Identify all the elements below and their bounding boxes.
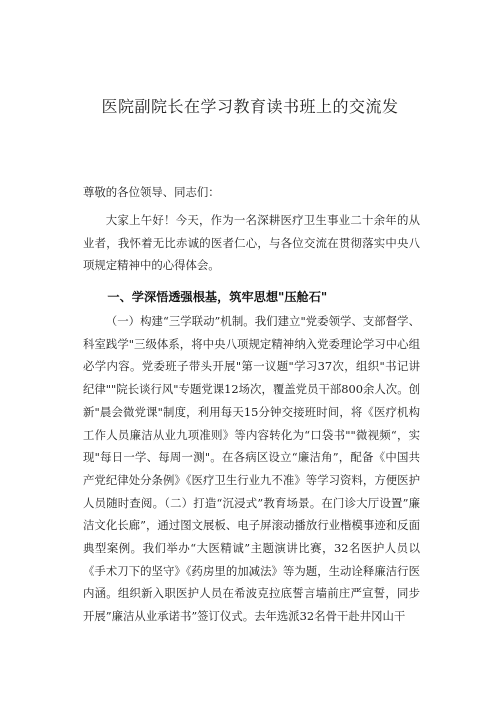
section-heading-1: 一、学深悟透强根基，筑牢思想"压舱石" — [107, 290, 328, 304]
section-body-1: （一）构建“三学联动”机制。我们建立"党委领学、支部督学、科室践学"三级体系，将中央八项规定精神纳入党委理论学习中心组必学内容。党委班子带头开展"第一议题"学习37次，组织"书记讲纪律""院长谈行风"专题党课12场次，覆盖党员干部800余人次。创新"晨会微党课"制度，利用每天15分钟交接班时间，将《医疗机构工作人员廉洁从业九项准则》等内容转化为“口袋书""微视频“，实现"每日一学、每周一测"。在各病区设立“廉洁角”，配备《中国共产党纪律处分条例》《医疗卫生行业九不准》等学习资料，方便医护人员随时查阅。（二）打造“沉浸式”教育场景。在门诊大厅设置”廉洁文化长廊”，通过图文展板、电子屏滚动播放行业楷模事迹和反面典型案例。我们举办“大医精诚”主题演讲比赛，32名医护人员以《手术刀下的坚守》《药房里的加减法》等为题，生动诠释廉洁行医内涵。组织新入职医护人员在希波克拉底誓言墙前庄严宣誓，同步开展”廉洁从业承诺书”签订仪式。去年选派32名骨干赴井冈山干 — [83, 314, 420, 624]
document-title: 医院副院长在学习教育读书班上的交流发 — [101, 97, 399, 116]
salutation: 尊敬的各位领导、同志们： — [83, 185, 220, 199]
intro-paragraph: 大家上午好！今天，作为一名深耕医疗卫生事业二十余年的从业者，我怀着无比赤诚的医者仁心，与各位交流在贯彻落实中央八项规定精神中的心得体会。 — [83, 213, 420, 273]
